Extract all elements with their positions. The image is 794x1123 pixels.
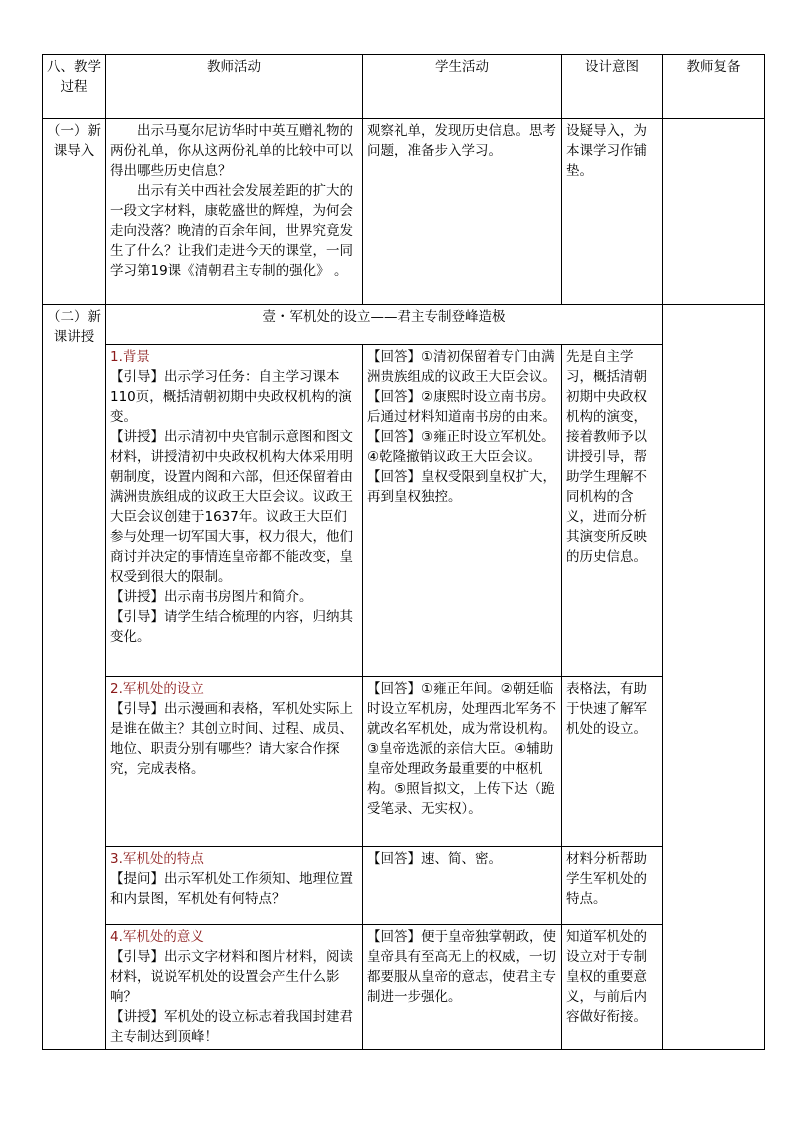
significance-student (363, 925, 562, 1050)
intro-design (562, 119, 663, 305)
background-design (562, 345, 663, 677)
establishment-title: 2.军机处的设立 (110, 681, 204, 697)
intro-teacher-para-2: 出示有关中西社会发展差距的扩大的一段文字材料，康乾盛世的辉煌，为何会走向没落？晚清的百余年间，世界究竟发生了什么？让我们走进今天的课堂，一同学习第19课《清朝君主专制的强化》 。 (110, 183, 353, 279)
intro-teacher (106, 119, 363, 305)
features-teacher-line-1: 【提问】出示军机处工作须知、地理位置和内景图，军机处有何特点？ (110, 871, 353, 907)
significance-teacher (106, 925, 363, 1050)
header-design (562, 55, 663, 119)
background-title: 1.背景 (110, 349, 150, 365)
background-teacher-line-1: 【引导】出示学习任务：自主学习课本110页，概括清朝初期中央政权机构的演变。 (110, 369, 352, 425)
header-phase-label: 八、教学过程 (47, 59, 101, 95)
background-student-line-4: 【回答】皇权受限到皇权扩大，再到皇权独控。 (367, 469, 556, 505)
features-student (363, 847, 562, 925)
section-heading-row (43, 305, 765, 345)
establishment-student-line-1: 【回答】①雍正年间。②朝廷临时设立军机房，处理西北军务不就改名军机处，成为常设机构。③皇帝选派的亲信大臣。④辅助皇帝处理政务最重要的中枢机构。⑤照旨拟文，上传下达（跪受笔录、无实权）。 (367, 681, 556, 817)
background-student (363, 345, 562, 677)
section-heading-text: 壹・军机处的设立——君主专制登峰造极 (262, 309, 506, 325)
intro-student (363, 119, 562, 305)
lecture-review (663, 305, 765, 1050)
background-student-line-3: 【回答】③雍正时设立军机处。④乾隆撤销议政王大臣会议。 (367, 429, 555, 465)
intro-design-text: 设疑导入，为本课学习作铺垫。 (566, 123, 647, 179)
background-teacher-line-3: 【讲授】出示南书房图片和简介。 (110, 589, 313, 605)
header-student (363, 55, 562, 119)
significance-design (562, 925, 663, 1050)
background-student-line-1: 【回答】①清初保留着专门由满洲贵族组成的议政王大臣会议。 (367, 349, 556, 385)
intro-row (43, 119, 765, 305)
significance-teacher-line-1: 【引导】出示文字材料和图片材料，阅读材料，说说军机处的设置会产生什么影响？ (110, 949, 353, 1005)
establishment-teacher-line-1: 【引导】出示漫画和表格，军机处实际上是谁在做主？其创立时间、过程、成员、地位、职责分别有哪些？请大家合作探究，完成表格。 (110, 701, 353, 777)
significance-teacher-line-2: 【讲授】军机处的设立标志着我国封建君主专制达到顶峰！ (110, 1009, 353, 1045)
background-design-text: 先是自主学习，概括清朝初期中央政权机构的演变，接着教师予以讲授引导，帮助学生理解不同机构的含义，进而分析其演变所反映的历史信息。 (566, 349, 647, 565)
lecture-phase (43, 305, 106, 1050)
row-background (43, 345, 765, 677)
intro-student-text: 观察礼单，发现历史信息。思考问题，准备步入学习。 (367, 123, 556, 159)
row-features (43, 847, 765, 925)
features-title: 3.军机处的特点 (110, 851, 204, 867)
features-design (562, 847, 663, 925)
features-design-text: 材料分析帮助学生军机处的特点。 (566, 851, 647, 907)
background-teacher-line-2: 【讲授】出示清初中央官制示意图和图文材料，讲授清初中央政权机构大体采用明朝制度，设置内阁和六部，但还保留着由满洲贵族组成的议政王大臣会议。议政王大臣会议创建于1637年。议政王大臣们参与处理一切军国大事，权力很大，他们商讨并决定的事情连皇帝都不能改变，皇权受到很大的限制。 (110, 429, 353, 585)
row-significance (43, 925, 765, 1050)
establishment-teacher (106, 677, 363, 847)
section-heading (106, 305, 663, 345)
intro-phase (43, 119, 106, 305)
header-phase (43, 55, 106, 119)
background-teacher (106, 345, 363, 677)
header-row (43, 55, 765, 119)
header-teacher (106, 55, 363, 119)
features-student-line-1: 【回答】速、简、密。 (367, 851, 502, 867)
background-student-line-2: 【回答】②康熙时设立南书房。后通过材料知道南书房的由来。 (367, 389, 556, 425)
lesson-plan-table (42, 54, 765, 1050)
header-review (663, 55, 765, 119)
significance-student-line-1: 【回答】便于皇帝独掌朝政，使皇帝具有至高无上的权威，一切都要服从皇帝的意志，使君主专制进一步强化。 (367, 929, 556, 1005)
significance-title: 4.军机处的意义 (110, 929, 204, 945)
intro-review (663, 119, 765, 305)
establishment-design-text: 表格法，有助于快速了解军机处的设立。 (566, 681, 647, 737)
header-design-label: 设计意图 (585, 59, 639, 75)
row-establishment (43, 677, 765, 847)
lecture-phase-label: （二）新课讲授 (47, 309, 101, 345)
significance-design-text: 知道军机处的设立对于专制皇权的重要意义，与前后内容做好衔接。 (566, 929, 647, 1025)
establishment-design (562, 677, 663, 847)
establishment-student (363, 677, 562, 847)
header-teacher-label: 教师活动 (207, 59, 261, 75)
header-student-label: 学生活动 (435, 59, 489, 75)
intro-teacher-para-1: 出示马戛尔尼访华时中英互赠礼物的两份礼单，你从这两份礼单的比较中可以得出哪些历史信息？ (110, 123, 353, 179)
background-teacher-line-4: 【引导】请学生结合梳理的内容，归纳其变化。 (110, 609, 353, 645)
intro-phase-label: （一）新课导入 (47, 123, 101, 159)
features-teacher (106, 847, 363, 925)
header-review-label: 教师复备 (686, 59, 741, 75)
